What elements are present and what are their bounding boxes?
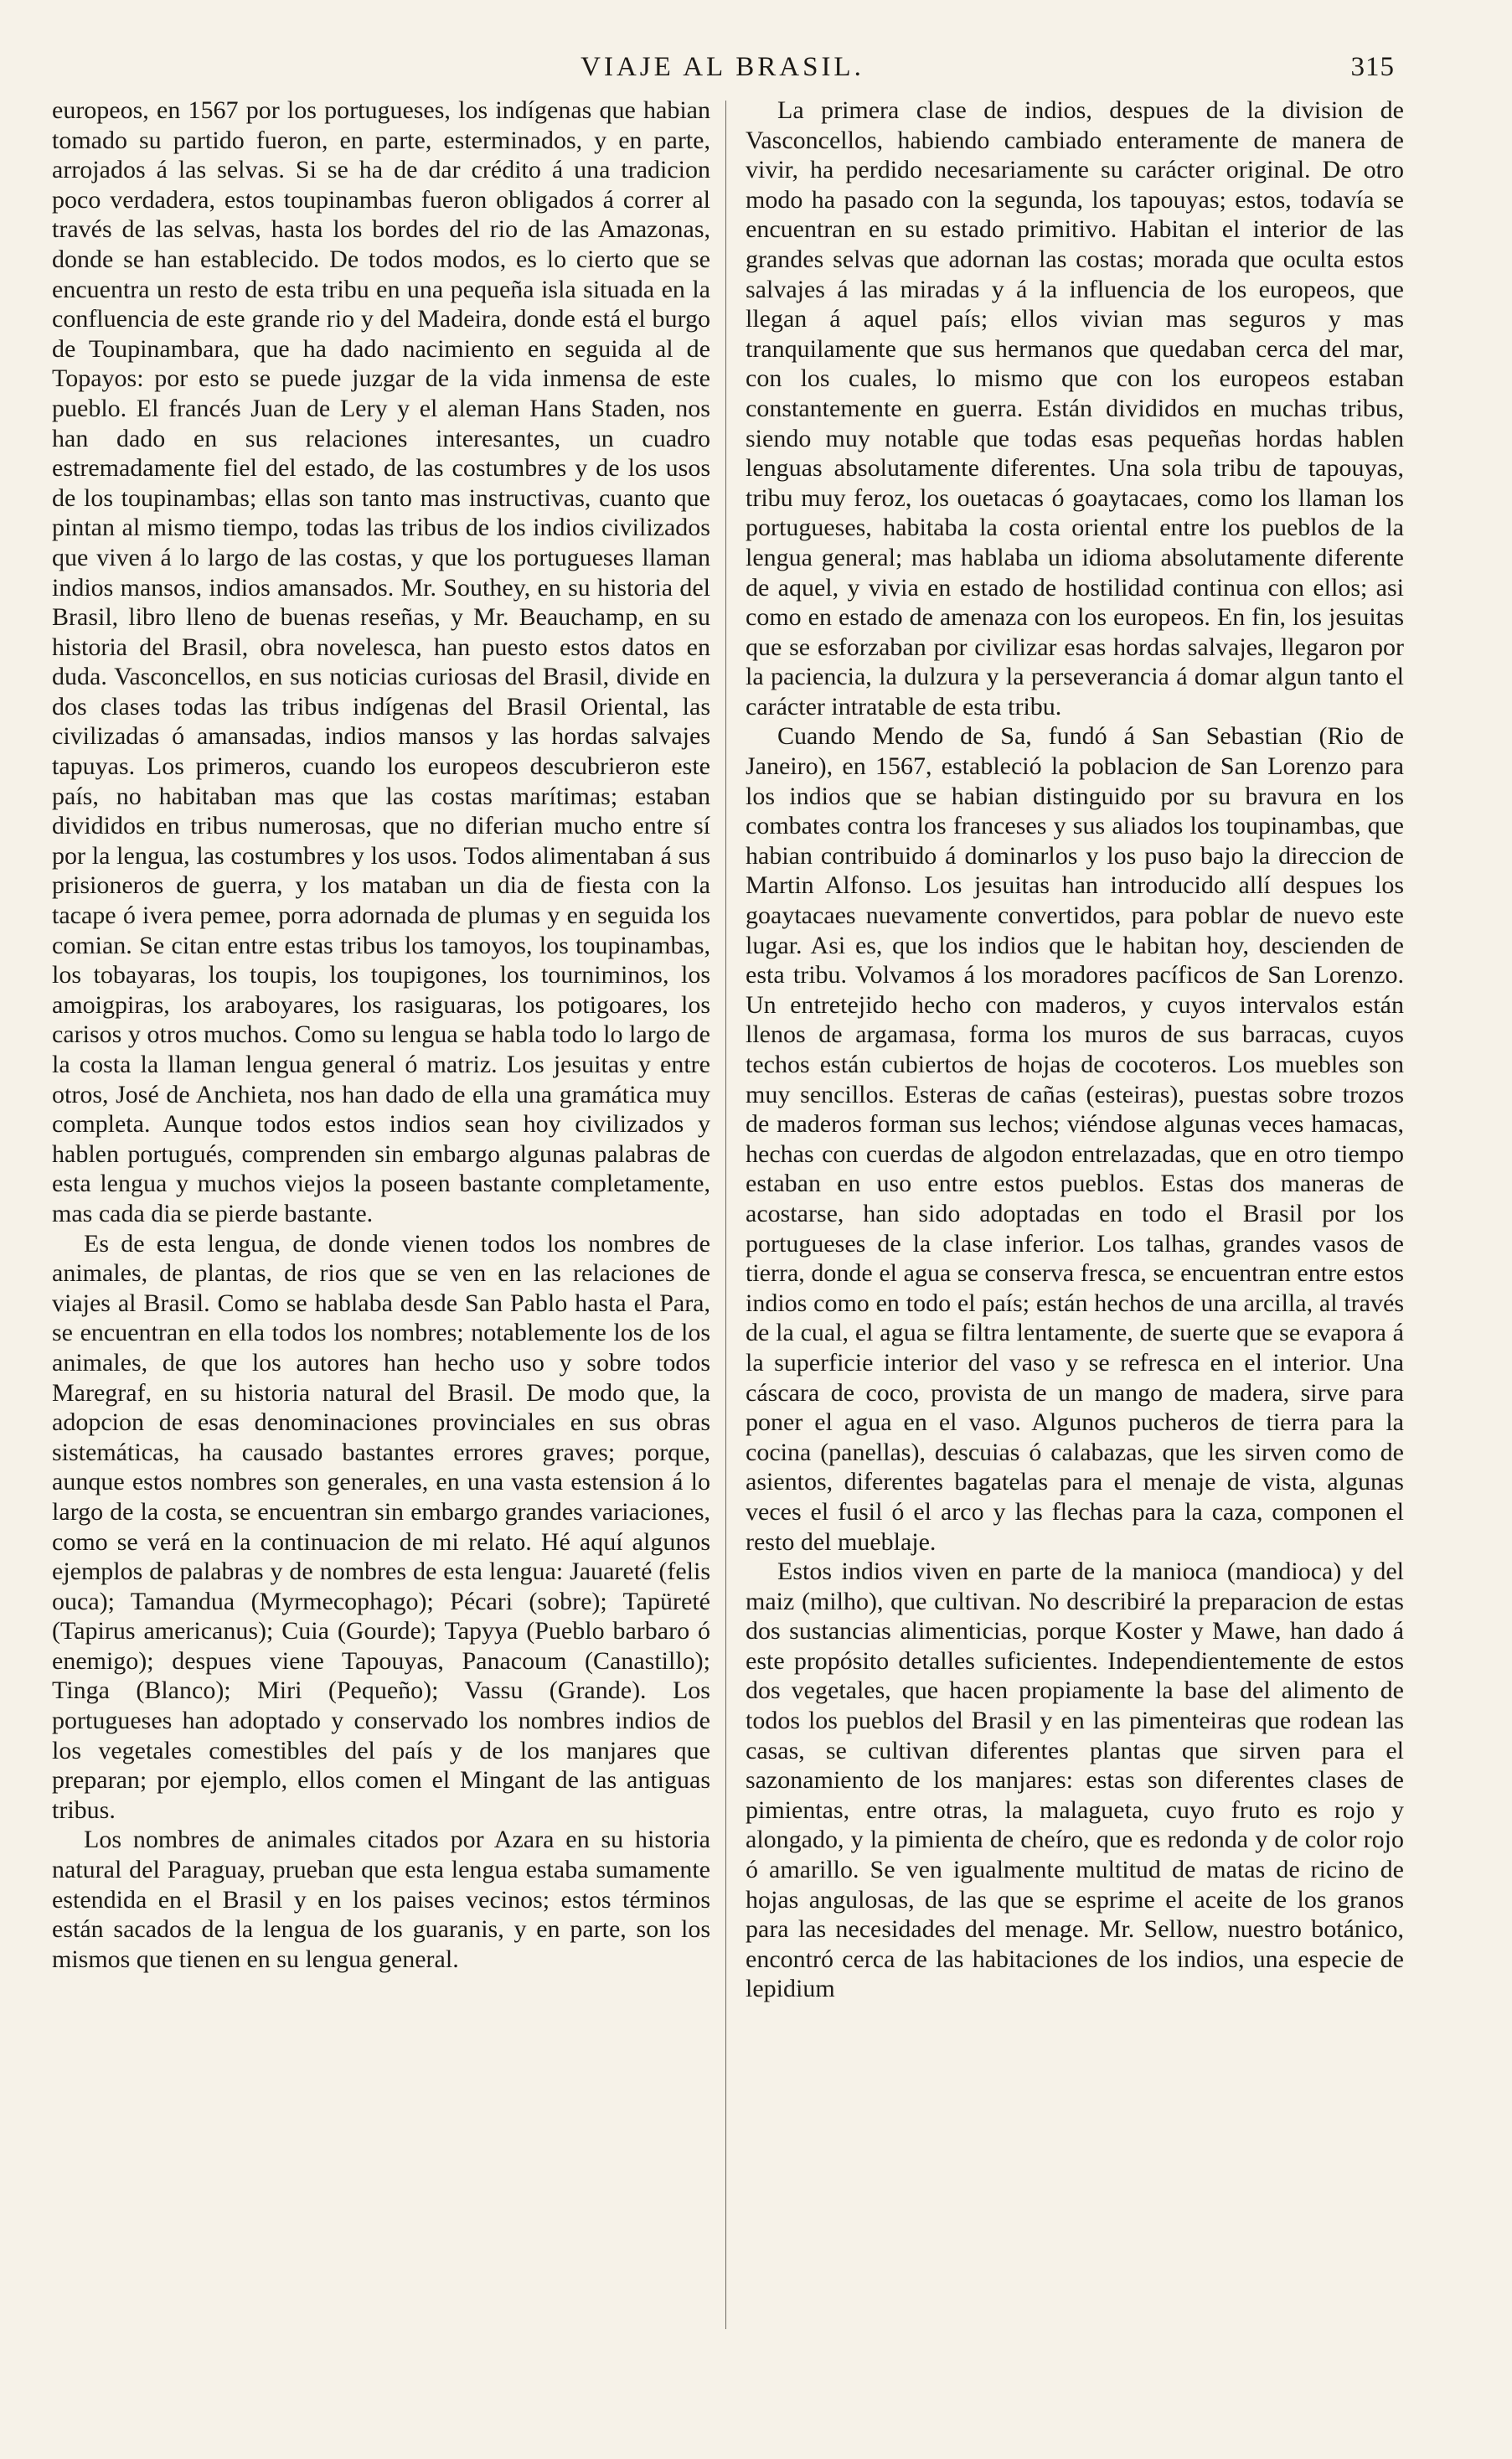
paragraph: Estos indios viven en parte de la manioca (mandioca) y del maiz (milho), que cultivan. No describiré la preparacion de estas dos sustancias alimenticias, porque Koster y Mawe, han dado á este propósito detalles suficientes. Independientemente de estos dos vegetales, que hacen propiamente la base del alimento de todos los pueblos del Brasil y en las pimenteiras que rodean las casas, se cultivan diferentes plantas que sirven para el sazonamiento de los manjares: estas son diferentes clases de pimientas, entre otras, la malagueta, cuyo fruto es rojo y alongado, y la pimienta de cheíro, que es redonda y de color rojo ó amarillo. Se ven igualmente multitud de matas de ricino de hojas angulosas, de las que se esprime el aceite de los granos para las necesidades del menage. Mr. Sellow, nuestro botánico, encontró cerca de las habitaciones de los indios, una especie de lepidium: [746, 1558, 1404, 2003]
running-title: VIAJE AL BRASIL.: [581, 52, 864, 82]
paragraph: Es de esta lengua, de donde vienen todos los nombres de animales, de plantas, de rios que se ven en las relaciones de viajes al Brasil. Como se hablaba desde San Pablo hasta el Para, se encuentran en ella todos los nombres; notablemente los de los animales, de que los autores han hecho uso y sobre todos Maregraf, en su historia natural del Brasil. De modo que, la adopcion de esas denominaciones provinciales en sus obras sistemáticas, ha causado bastantes errores graves; porque, aunque estos nombres son generales, en una vasta estension á lo largo de la costa, se encuentran sin embargo grandes variaciones, como se verá en la continuacion de mi relato. Hé aquí algunos ejemplos de palabras y de nombres de esta lengua: Jauareté (felis ouca); Tamandua (Myrmecophago); Pécari (sobre); Tapüreté (Tapirus americanus); Cuia (Gourde); Tapyya (Pueblo barbaro ó enemigo); despues viene Tapouyas, Panacoum (Canastillo); Tinga (Blanco); Miri (Pequeño); Vassu (Grande). Los portugueses han adoptado y conservado los nombres indios de los vegetales comestibles del país y de los manjares que preparan; por ejemplo, ellos comen el Mingant de las antiguas tribus.: [52, 1229, 710, 1824]
right-column: [746, 96, 1404, 2004]
paragraph: La primera clase de indios, despues de la division de Vasconcellos, habiendo cambiado enteramente de manera de vivir, ha perdido necesariamente su carácter original. De otro modo ha pasado con la segunda, los tapouyas; estos, todavía se encuentran en su estado primitivo. Habitan el interior de las grandes selvas que adornan las costas; morada que oculta estos salvajes á las miradas y á la influencia de los europeos, que llegan á aquel país; ellos vivian mas seguros y mas tranquilamente que sus hermanos que quedaban cerca del mar, con los cuales, lo mismo que con los europeos estaban constantemente en guerra. Están divididos en muchas tribus, siendo muy notable que todas esas pequeñas hordas hablen lenguas absolutamente diferentes. Una sola tribu de tapouyas, tribu muy feroz, los ouetacas ó goaytacaes, como los llaman los portugueses, habitaba la costa oriental entre los pueblos de la lengua general; mas hablaba un idioma absolutamente diferente de aquel, y vivia en estado de hostilidad continua con ellos; asi como en estado de amenaza con los europeos. En fin, los jesuitas que se esforzaban por civilizar esas hordas salvajes, llegaron por la paciencia, la dulzura y la perseverancia á domar algun tanto el carácter intratable de esta tribu.: [746, 96, 1404, 721]
column-divider: [725, 101, 726, 2329]
page-header: [50, 52, 1395, 89]
paragraph: Cuando Mendo de Sa, fundó á San Sebastian (Rio de Janeiro), en 1567, estableció la poblacion de San Lorenzo para los indios que se habian distinguido por su bravura en los combates contra los franceses y sus aliados los toupinambas, que habian contribuido á dominarlos y los puso bajo la direccion de Martin Alfonso. Los jesuitas han introducido allí despues los goaytacaes nuevamente convertidos, para poblar de nuevo este lugar. Asi es, que los indios que le habitan hoy, descienden de esta tribu. Volvamos á los moradores pacíficos de San Lorenzo. Un entretejido hecho con maderos, y cuyos intervalos están llenos de argamasa, forma los muros de sus barracas, cuyos techos están cubiertos de hojas de cocoteros. Los muebles son muy sencillos. Esteras de cañas (esteiras), puestas sobre trozos de maderos forman sus lechos; viéndose algunas veces hamacas, hechas con cuerdas de algodon entrelazadas, que en otro tiempo estaban en uso entre estos pueblos. Estas dos maneras de acostarse, han sido adoptadas en todo el Brasil por los portugueses de la clase inferior. Los talhas, grandes vasos de tierra, donde el agua se conserva fresca, se encuentran entre estos indios como en todo el país; están hechos de una arcilla, al través de la cual, el agua se filtra lentamente, de suerte que se evapora á la superficie interior del vaso y se refresca en el interior. Una cáscara de coco, provista de un mango de madera, sirve para poner el agua en el vaso. Algunos pucheros de tierra para la cocina (panellas), descuias ó calabazas, que les sirven como de asientos, diferentes bagatelas para el menaje de vista, algunas veces el fusil ó el arco y las flechas para la caza, componen el resto del mueblaje.: [746, 722, 1404, 1556]
paragraph: europeos, en 1567 por los portugueses, los indígenas que habian tomado su partido fueron, en parte, esterminados, y en parte, arrojados á las selvas. Si se ha de dar crédito á una tradicion poco verdadera, estos toupinambas fueron obligados á correr al través de las selvas, hasta los bordes del rio de las Amazonas, donde se han establecido. De todos modos, es lo cierto que se encuentra un resto de esta tribu en una pequeña isla situada en la confluencia de este grande rio y del Madeira, donde está el burgo de Toupinambara, que ha dado nacimiento en seguida al de Topayos: por esto se puede juzgar de la vida inmensa de este pueblo. El francés Juan de Lery y el aleman Hans Staden, nos han dado en sus relaciones interesantes, un cuadro estremadamente fiel del estado, de las costumbres y de los usos de los toupinambas; ellas son tanto mas instructivas, cuanto que pintan al mismo tiempo, todas las tribus de los indios civilizados que viven á lo largo de las costas, y que los portugueses llaman indios mansos, indios amansados. Mr. Southey, en su historia del Brasil, libro lleno de buenas reseñas, y Mr. Beauchamp, en su historia del Brasil, obra novelesca, han puesto estos datos en duda. Vasconcellos, en sus noticias curiosas del Brasil, divide en dos clases todas las tribus indígenas del Brasil Oriental, las civilizadas ó amansadas, indios mansos y las hordas salvajes tapuyas. Los primeros, cuando los europeos descubrieron este país, no habitaban mas que las costas marítimas; estaban divididos en tribus numerosas, que no diferian mucho entre sí por la lengua, las costumbres y los usos. Todos alimentaban á sus prisioneros de guerra, y los mataban un dia de fiesta con la tacape ó ivera pemee, porra adornada de plumas y en seguida los comian. Se citan entre estas tribus los tamoyos, los toupinambas, los tobayaras, los toupis, los toupigones, los tourniminos, los amoigpiras, los araboyares, los rasiguaras, los potigoares, los carisos y otros muchos. Como su lengua se habla todo lo largo de la costa la llaman lengua general ó matriz. Los jesuitas y entre otros, José de Anchieta, nos han dado de ella una gramática muy completa. Aunque todos estos indios sean hoy civilizados y hablen portugués, comprenden sin embargo algunas palabras de esta lengua y muchos viejos la poseen bastante completamente, mas cada dia se pierde bastante.: [52, 96, 710, 1227]
page-number: 315: [1350, 52, 1395, 82]
left-column: [52, 96, 710, 1974]
paragraph: Los nombres de animales citados por Azara en su historia natural del Paraguay, prueban que esta lengua estaba sumamente estendida en el Brasil y en los paises vecinos; estos términos están sacados de la lengua de los guaranis, y en parte, son los mismos que tienen en su lengua general.: [52, 1826, 710, 1973]
